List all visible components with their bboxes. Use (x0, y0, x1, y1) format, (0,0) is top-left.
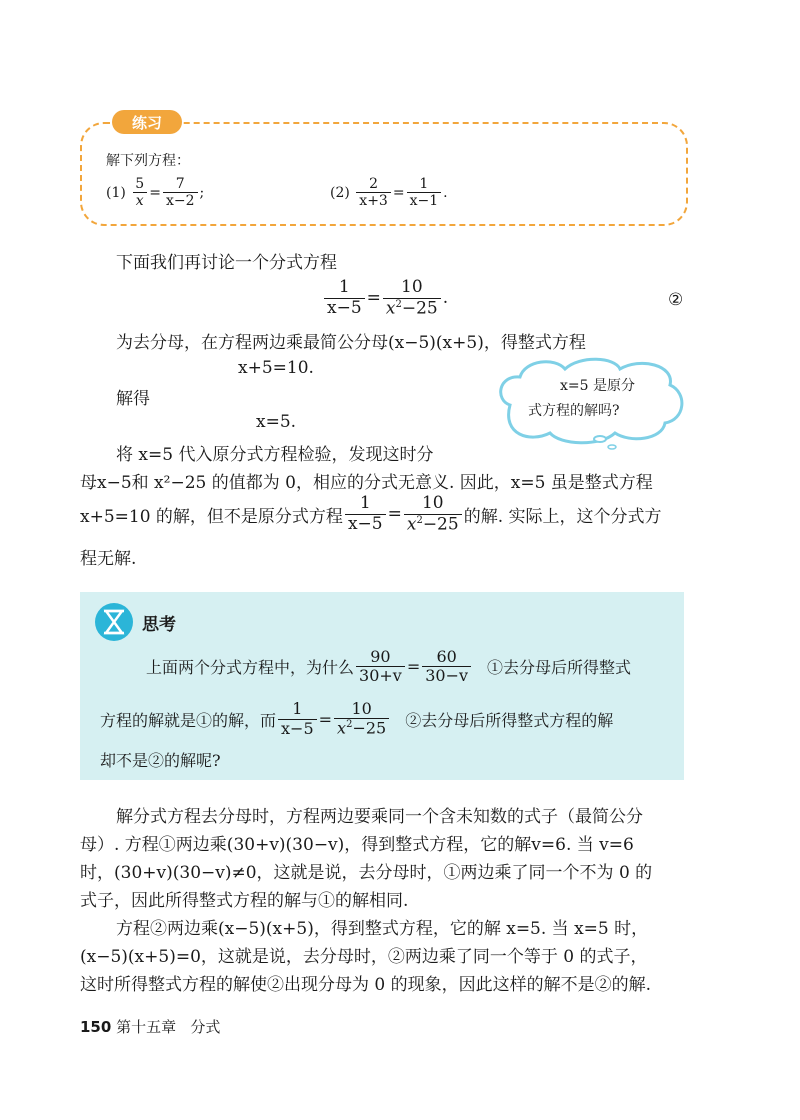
equation-2-marker: ② (668, 290, 684, 310)
solve-label: 解得 (116, 389, 150, 409)
cloud-bubble-2 (608, 445, 616, 449)
explain-p1-l3: 时，(30+v)(30−v)≠0，这就是说，去分母时，①两边乘了同一个不为 0 的 (80, 863, 653, 883)
page-footer (80, 1016, 220, 1037)
integer-equation: x+5=10. (238, 358, 314, 378)
exercise-item-2: (2) $\frac{2}{x+3}$ = $\frac{1}{x-1}$ . (330, 176, 448, 210)
exercise-tag: 练习 (112, 110, 182, 134)
explain-p1-l1: 解分式方程去分母时，方程两边要乘同一个含未知数的式子（最简公分 (116, 807, 643, 827)
explain-p1-l2: 母）. 方程①两边乘(30+v)(30−v)，得到整式方程，它的解v=6. 当 v=6 (80, 835, 634, 855)
explain-p2-l1: 方程②两边乘(x−5)(x+5)，得到整式方程，它的解 x=5. 当 x=5 时， (116, 919, 649, 939)
cloud-line-2: 式方程的解吗? (528, 403, 620, 419)
exercise-item-1: (1) $\frac{5}{x}$ = $\frac{7}{x-2}$ ; (106, 176, 205, 210)
denominator-line: 为去分母，在方程两边乘最简公分母(x−5)(x+5)，得整式方程 (116, 333, 586, 353)
exercise-intro: 解下列方程： (106, 153, 190, 169)
check-line-2: 母x−5和 x²−25 的值都为 0，相应的分式无意义. 因此，x=5 虽是整式方程 (80, 473, 653, 493)
cloud-line-1: x=5 是原分 (560, 378, 635, 394)
solution: x=5. (256, 412, 297, 432)
page-number: 150 (80, 1018, 112, 1036)
explain-p2-l3: 这时所得整式方程的解使②出现分母为 0 的现象，因此这样的解不是②的解. (80, 975, 652, 995)
check-line-3: x+5=10 的解，但不是原分式方程 $\frac{1}{x-5}$ = $\frac{10}{x^2-25}$ 的解. 实际上，这个分式方 (80, 493, 662, 535)
explain-p1-l4: 式子，因此所得整式方程的解与①的解相同. (80, 891, 409, 911)
chapter-label: 第十五章 (116, 1018, 177, 1036)
think-line-2: 方程的解就是①的解，而 $\frac{1}{x-5}$ = $\frac{10}{x^2-25}$ ②去分母后所得整式方程的解 (100, 699, 614, 738)
hourglass-icon (94, 602, 134, 642)
think-line-3: 却不是②的解呢? (100, 751, 221, 770)
section-label: 分式 (190, 1018, 221, 1036)
check-line-4: 程无解. (80, 549, 137, 569)
think-line-1: 上面两个分式方程中，为什么 $\frac{90}{30+v}$ = $\frac{60}{30-v}$ ①去分母后所得整式 (146, 647, 632, 686)
think-title: 思考 (142, 615, 176, 635)
explain-p2-l2: (x−5)(x+5)=0，这就是说，去分母时，②两边乘了同一个等于 0 的式子， (80, 947, 648, 967)
cloud-bubble-1 (594, 436, 606, 442)
main-intro: 下面我们再讨论一个分式方程 (116, 253, 337, 273)
equation-2: $\frac{1}{x-5}$ = $\frac{10}{x^2-25}$ . (322, 278, 448, 319)
check-line-1: 将 x=5 代入原分式方程检验，发现这时分 (116, 445, 434, 465)
exercise-box (80, 122, 688, 226)
